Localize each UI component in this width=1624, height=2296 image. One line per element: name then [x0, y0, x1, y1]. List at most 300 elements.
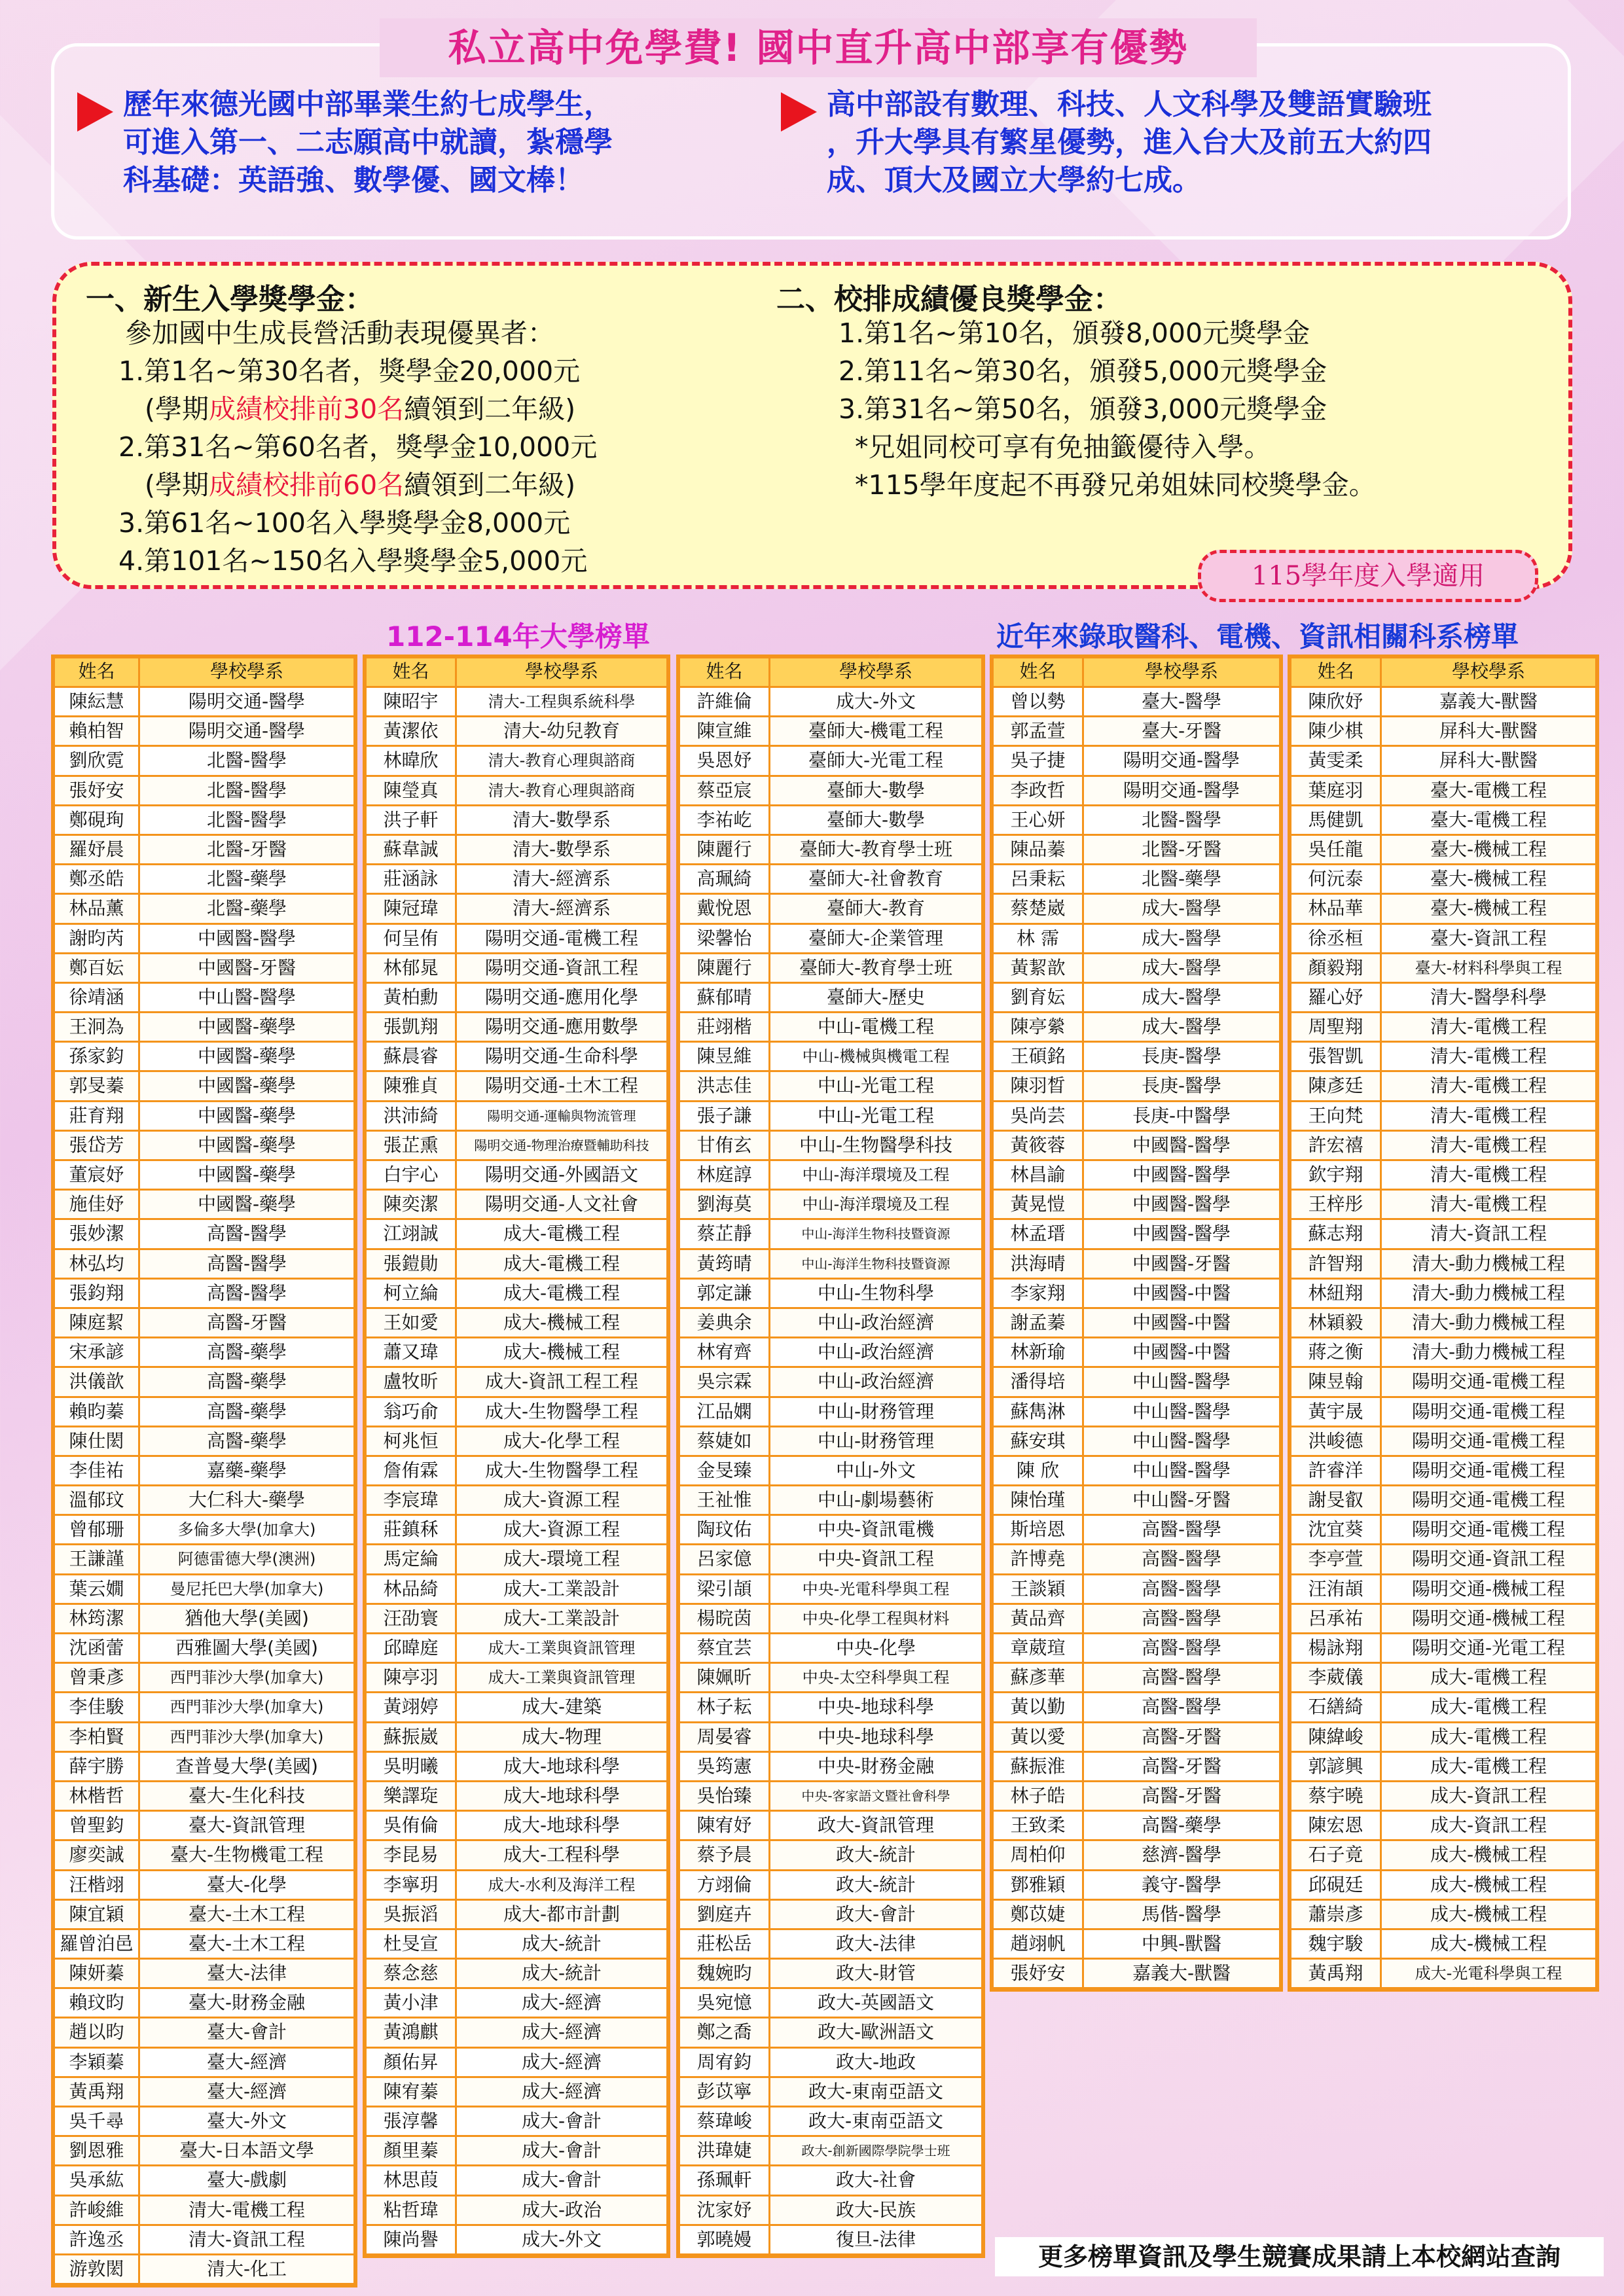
table-row	[1291, 925, 1595, 954]
student-name: 何沅泰	[1291, 865, 1382, 893]
table-row	[680, 2166, 981, 2196]
school-department: 高醫-牙醫	[1141, 1755, 1222, 1777]
table-row	[994, 865, 1279, 895]
school-department: 臺大-戲劇	[206, 2169, 287, 2191]
student-name: 陳昱翰	[1291, 1368, 1382, 1395]
school-column-header: 學校學系	[209, 660, 283, 682]
table-row	[994, 1575, 1279, 1605]
student-name: 吳侑倫	[367, 1812, 457, 1839]
student-name: 楊晥茵	[680, 1605, 770, 1632]
table-row	[367, 1753, 666, 1782]
table-row	[55, 777, 353, 806]
table-row	[1291, 747, 1595, 776]
line-text: 3.第61名~100名入學獎學金8,000元	[118, 507, 571, 539]
table-row	[994, 1901, 1279, 1930]
student-name: 梁引頡	[680, 1575, 770, 1603]
table-row	[994, 1782, 1279, 1812]
school-department: 臺大-生化科技	[188, 1784, 306, 1806]
school-department: 臺大-外文	[206, 2110, 287, 2132]
school-department: 成大-電機工程	[1430, 1725, 1547, 1748]
student-name: 蔡予晨	[680, 1841, 770, 1869]
school-department: 成大-政治	[521, 2198, 602, 2221]
school-department: 中國醫-牙醫	[1132, 1252, 1231, 1274]
table-row	[1291, 1782, 1595, 1812]
table-row	[994, 1427, 1279, 1457]
school-department: 中山-生物醫學科技	[799, 1134, 953, 1156]
school-department: 西門菲沙大學(加拿大)	[170, 1698, 324, 1717]
student-name: 莊翊楷	[680, 1013, 770, 1041]
table-row	[367, 1220, 666, 1249]
student-name: 王如愛	[367, 1309, 457, 1336]
student-name: 王梓彤	[1291, 1191, 1382, 1218]
student-name: 姜典余	[680, 1309, 770, 1336]
table-row	[367, 1161, 666, 1191]
school-department: 查普曼大學(美國)	[175, 1755, 318, 1777]
intro-right-text: 高中部設有數理、科技、人文科學及雙語實驗班 ，升大學具有繁星優勢，進入台大及前五大約四 成、頂大及國立大學約七成。	[827, 88, 1432, 197]
school-department: 政大-財管	[835, 1962, 916, 1984]
school-department: 陽明交通-電機工程	[1411, 1489, 1566, 1511]
student-name: 柯兆恒	[367, 1427, 457, 1455]
school-department: 高醫-牙醫	[1141, 1784, 1222, 1806]
table-row	[55, 2049, 353, 2078]
table-row	[55, 1486, 353, 1516]
table-row	[367, 1516, 666, 1545]
student-name: 鄭百妘	[55, 954, 140, 982]
student-name: 石子竟	[1291, 1841, 1382, 1869]
table-row	[55, 1161, 353, 1191]
table-row	[1291, 1753, 1595, 1782]
student-name: 李政哲	[994, 777, 1084, 804]
student-name: 鄭丞皓	[55, 865, 140, 893]
school-department: 中央-光電科學與工程	[802, 1579, 950, 1598]
student-name: 黃晃愷	[994, 1191, 1084, 1218]
name-column-header: 姓名	[367, 658, 457, 686]
table-row	[55, 1398, 353, 1427]
table-row	[680, 1516, 981, 1545]
table-row	[55, 954, 353, 984]
table-row	[55, 1338, 353, 1368]
student-name: 吳筠憲	[680, 1753, 770, 1780]
student-name: 盧牧昕	[367, 1368, 457, 1395]
student-name: 李葳儀	[1291, 1664, 1382, 1691]
highlight-text: 成績校排前60名	[209, 469, 405, 501]
school-department: 清大-教育心理與諮商	[488, 781, 636, 800]
student-name: 汪洧頡	[1291, 1575, 1382, 1603]
student-name: 張芷熏	[367, 1132, 457, 1159]
student-name: 李亭萱	[1291, 1545, 1382, 1573]
school-department: 臺師大-教育學士班	[799, 956, 953, 978]
table-row	[994, 1841, 1279, 1871]
student-name: 蕭崇彥	[1291, 1901, 1382, 1928]
student-name: 施佳妤	[55, 1191, 140, 1218]
student-name: 王謙謹	[55, 1545, 140, 1573]
student-name: 張妙潔	[55, 1220, 140, 1247]
table-header	[1291, 658, 1595, 688]
school-department: 中國醫-牙醫	[197, 956, 297, 978]
student-name: 江翊誠	[367, 1220, 457, 1247]
student-name: 蔡楚崴	[994, 895, 1084, 922]
table-row	[680, 1605, 981, 1634]
student-name: 周晏睿	[680, 1723, 770, 1751]
school-department: 中國醫-藥學	[197, 1164, 297, 1185]
table-row	[367, 1871, 666, 1901]
student-name: 溫郁玟	[55, 1486, 140, 1514]
school-department: 成大-醫學	[1141, 986, 1222, 1008]
student-name: 林子耘	[680, 1693, 770, 1721]
student-name: 顏毅翔	[1291, 954, 1382, 982]
table-row	[55, 1871, 353, 1901]
table-row	[367, 1901, 666, 1930]
school-department: 北醫-牙醫	[1141, 838, 1222, 860]
student-name: 張妤安	[994, 1960, 1084, 1987]
school-department: 政大-地政	[835, 2051, 916, 2073]
table-row	[55, 1812, 353, 1841]
table-row	[55, 1427, 353, 1457]
school-department: 成大-工業設計	[503, 1577, 621, 1600]
table-row	[994, 1280, 1279, 1309]
table-row	[994, 954, 1279, 984]
table-row	[680, 1486, 981, 1516]
table-row	[367, 1605, 666, 1634]
student-name: 陳少棋	[1291, 717, 1382, 745]
school-department: 高醫-藥學	[206, 1371, 287, 1393]
student-name: 陳宏恩	[1291, 1812, 1382, 1839]
table-row	[680, 865, 981, 895]
student-name: 宋承諺	[55, 1338, 140, 1366]
student-name: 黃鴻麒	[367, 2018, 457, 2046]
table-row	[55, 1191, 353, 1220]
table-row	[994, 1457, 1279, 1486]
table-row	[367, 1398, 666, 1427]
table-row	[994, 806, 1279, 836]
school-department: 成大-機械工程	[1430, 1844, 1547, 1866]
student-name: 黃雯柔	[1291, 747, 1382, 774]
table-row	[367, 806, 666, 836]
school-department: 政大-統計	[835, 1844, 916, 1866]
student-name: 林宥齊	[680, 1338, 770, 1366]
table-row	[1291, 1634, 1595, 1664]
school-department: 臺大-電機工程	[1430, 808, 1547, 831]
school-department: 成大-醫學	[1141, 956, 1222, 978]
student-name: 曾以勢	[994, 688, 1084, 715]
table-row	[680, 836, 981, 865]
student-name: 洪志佳	[680, 1072, 770, 1100]
student-name: 羅心妤	[1291, 984, 1382, 1011]
student-name: 李穎蓁	[55, 2049, 140, 2076]
school-department: 北醫-藥學	[206, 897, 287, 920]
student-name: 陳亭羽	[367, 1664, 457, 1691]
school-department: 北醫-牙醫	[206, 838, 287, 860]
table-row	[1291, 1309, 1595, 1338]
school-department: 中國醫-醫學	[1132, 1193, 1231, 1215]
school-department: 屏科大-獸醫	[1439, 720, 1538, 742]
table-row	[994, 1723, 1279, 1753]
student-name: 陳雅貞	[367, 1072, 457, 1100]
school-department: 成大-物理	[521, 1725, 602, 1748]
table-row	[680, 688, 981, 717]
school-department: 大仁科大-藥學	[188, 1489, 306, 1511]
table-row	[994, 1338, 1279, 1368]
school-department: 長庚-醫學	[1141, 1045, 1222, 1067]
school-department: 嘉義大-獸醫	[1439, 691, 1538, 712]
name-column-header: 姓名	[1291, 658, 1382, 686]
student-name: 郭旻蓁	[55, 1072, 140, 1100]
table-row	[1291, 777, 1595, 806]
table-header	[55, 658, 353, 688]
student-name: 陳昭宇	[367, 688, 457, 715]
student-name: 王泂為	[55, 1013, 140, 1041]
student-name: 粘哲瑋	[367, 2197, 457, 2224]
table-row	[55, 1250, 353, 1280]
school-department: 陽明交通-電機工程	[1411, 1429, 1566, 1452]
school-department: 高醫-醫學	[206, 1223, 287, 1245]
student-name: 蘇振崴	[367, 1723, 457, 1751]
student-name: 莊鎮秝	[367, 1516, 457, 1543]
student-name: 杜旻宣	[367, 1930, 457, 1958]
school-department: 政大-東南亞語文	[808, 2110, 944, 2132]
table-row	[55, 2226, 353, 2255]
student-name: 顏佑昇	[367, 2049, 457, 2076]
school-department: 中山醫-醫學	[197, 986, 297, 1008]
student-name: 郭曉嫚	[680, 2226, 770, 2253]
student-name: 謝孟蓁	[994, 1309, 1084, 1336]
table-row	[55, 1072, 353, 1102]
school-department: 成大-生物醫學工程	[484, 1459, 639, 1481]
table-row	[994, 1812, 1279, 1841]
student-name: 呂秉耘	[994, 865, 1084, 893]
table-row	[994, 1516, 1279, 1545]
school-department: 高醫-醫學	[1141, 1666, 1222, 1689]
table-row	[1291, 1575, 1595, 1605]
table-row	[994, 1693, 1279, 1723]
student-name: 翁巧俞	[367, 1398, 457, 1426]
table-row	[680, 2078, 981, 2108]
table-row	[1291, 1280, 1595, 1309]
school-department: 中山醫-醫學	[1132, 1371, 1231, 1393]
student-name: 蘇安琪	[994, 1427, 1084, 1455]
admission-table	[363, 655, 670, 2258]
table-row	[1291, 806, 1595, 836]
school-department: 清大-動力機械工程	[1411, 1311, 1566, 1333]
school-department: 政大-會計	[835, 1903, 916, 1925]
school-department: 臺師大-社會教育	[808, 868, 944, 890]
school-department: 清大-數學系	[512, 838, 611, 860]
student-name: 方翊倫	[680, 1871, 770, 1899]
table-row	[680, 1693, 981, 1723]
table-row	[680, 1545, 981, 1575]
school-department: 陽明交通-土木工程	[484, 1075, 639, 1097]
school-department: 高醫-醫學	[1141, 1548, 1222, 1570]
school-department: 陽明交通-應用化學	[484, 986, 639, 1008]
school-department: 成大-經濟	[521, 2051, 602, 2073]
student-name: 陳麗行	[680, 836, 770, 863]
school-department: 政大-社會	[835, 2169, 916, 2191]
school-department: 陽明交通-應用數學	[484, 1016, 639, 1038]
student-name: 黃宇晟	[1291, 1398, 1382, 1426]
admission-table	[990, 655, 1283, 1992]
table-row	[680, 1191, 981, 1220]
student-name: 蘇雋淋	[994, 1398, 1084, 1426]
school-department: 陽明交通-電機工程	[1411, 1518, 1566, 1541]
school-department: 西門菲沙大學(加拿大)	[170, 1668, 324, 1687]
school-department: 陽明交通-運輸與物流管理	[487, 1107, 636, 1124]
school-department: 成大-電機工程	[503, 1223, 621, 1245]
school-department: 成大-資源工程	[503, 1489, 621, 1511]
student-name: 薛宇勝	[55, 1753, 140, 1780]
school-department: 清大-電機工程	[1430, 1164, 1547, 1185]
student-name: 孫珮軒	[680, 2166, 770, 2194]
arrow-icon	[781, 92, 817, 132]
school-department: 成大-機械工程	[1430, 1932, 1547, 1954]
table-row	[680, 1220, 981, 1249]
school-department: 成大-生物醫學工程	[484, 1400, 639, 1422]
school-department: 成大-機械工程	[503, 1341, 621, 1363]
school-department: 中央-資訊電機	[817, 1518, 935, 1541]
school-department: 嘉義大-獸醫	[1132, 1962, 1231, 1984]
student-name: 蘇韋誠	[367, 836, 457, 863]
student-name: 郭孟萱	[994, 717, 1084, 745]
student-name: 吳任龍	[1291, 836, 1382, 863]
table-row	[55, 1693, 353, 1723]
school-department: 成大-工程科學	[503, 1844, 621, 1866]
school-department: 中山-海洋環境及工程	[802, 1166, 950, 1184]
school-department: 西門菲沙大學(加拿大)	[170, 1727, 324, 1746]
student-name: 趙翊帆	[994, 1930, 1084, 1958]
table-row	[367, 1989, 666, 2018]
table-row	[55, 1368, 353, 1397]
table-row	[55, 1102, 353, 1132]
school-department: 清大-電機工程	[1430, 1045, 1547, 1067]
student-name: 徐丞桓	[1291, 925, 1382, 952]
school-department: 臺大-化學	[206, 1873, 287, 1895]
school-department: 陽明交通-電機工程	[1411, 1371, 1566, 1393]
student-name: 黃絜歆	[994, 954, 1084, 982]
student-name: 洪峻德	[1291, 1427, 1382, 1455]
table-row	[367, 1250, 666, 1280]
scholarship-line	[118, 350, 580, 388]
scholarship-line	[125, 312, 554, 350]
school-department: 成大-機械工程	[1430, 1873, 1547, 1895]
student-name: 劉欣霓	[55, 747, 140, 774]
table-row	[680, 717, 981, 747]
school-department: 北醫-藥學	[1141, 868, 1222, 890]
student-name: 楊詠翔	[1291, 1634, 1382, 1662]
student-name: 洪海晴	[994, 1250, 1084, 1278]
student-name: 林楷哲	[55, 1782, 140, 1810]
table-row	[367, 1102, 666, 1132]
school-department: 臺大-電機工程	[1430, 779, 1547, 801]
student-name: 李佳祐	[55, 1457, 140, 1484]
school-department: 阿德雷德大學(澳洲)	[177, 1550, 316, 1569]
student-name: 林孟瑨	[994, 1220, 1084, 1247]
student-name: 蔡婕如	[680, 1427, 770, 1455]
school-column-header: 學校學系	[1451, 660, 1525, 682]
table-row	[55, 1220, 353, 1249]
scholarship-line	[118, 425, 597, 464]
table-row	[367, 1693, 666, 1723]
student-name: 張淳馨	[367, 2108, 457, 2135]
school-department: 陽明交通-電機工程	[1411, 1400, 1566, 1422]
student-name: 許宏禧	[1291, 1132, 1382, 1159]
table-row	[367, 2226, 666, 2255]
school-department: 長庚-中醫學	[1132, 1104, 1231, 1126]
table-row	[994, 1191, 1279, 1220]
school-department: 政大-法律	[835, 1932, 916, 1954]
student-name: 欽宇翔	[1291, 1161, 1382, 1189]
school-department: 成大-外文	[521, 2228, 602, 2250]
arrow-icon	[77, 92, 113, 132]
table-row	[55, 2108, 353, 2137]
student-name: 鄭硯珣	[55, 806, 140, 834]
student-name: 羅曾泊邑	[55, 1930, 140, 1958]
student-name: 許智翔	[1291, 1250, 1382, 1278]
student-name: 陳宣維	[680, 717, 770, 745]
student-name: 鄧雅穎	[994, 1871, 1084, 1899]
student-name: 李寧玥	[367, 1871, 457, 1899]
table-row	[55, 1930, 353, 1960]
table-row	[1291, 1516, 1595, 1545]
table-row	[55, 1309, 353, 1338]
student-name: 陳姵昕	[680, 1664, 770, 1691]
student-name: 張鎧勛	[367, 1250, 457, 1278]
school-department: 臺大-生物機電工程	[170, 1844, 324, 1866]
table-row	[680, 2108, 981, 2137]
student-name: 黃品齊	[994, 1605, 1084, 1632]
table-row	[55, 1516, 353, 1545]
school-department: 成大-建築	[521, 1696, 602, 1718]
student-name: 陳昱維	[680, 1043, 770, 1070]
table-row	[680, 1457, 981, 1486]
school-department: 中山-外文	[835, 1459, 916, 1481]
table-row	[55, 1013, 353, 1043]
student-name: 吳承紘	[55, 2166, 140, 2194]
student-name: 李昆易	[367, 1841, 457, 1869]
student-name: 張岱芳	[55, 1132, 140, 1159]
student-name: 張智凱	[1291, 1043, 1382, 1070]
table-row	[367, 717, 666, 747]
school-department: 中山-生物科學	[817, 1282, 935, 1304]
table-row	[367, 1309, 666, 1338]
student-name: 游敦閎	[55, 2255, 140, 2283]
table-row	[1291, 1693, 1595, 1723]
highlight-text: 成績校排前30名	[209, 393, 405, 425]
table-row	[367, 836, 666, 865]
student-name: 呂家億	[680, 1545, 770, 1573]
scholarship-line: 3.第31名~第50名，頒發3,000元獎學金	[839, 393, 1327, 425]
school-department: 臺大-經濟	[206, 2051, 287, 2073]
table-row	[367, 2197, 666, 2226]
school-department: 北醫-醫學	[206, 749, 287, 772]
school-department: 長庚-醫學	[1141, 1075, 1222, 1097]
school-department: 成大-機械工程	[1430, 1903, 1547, 1925]
school-department: 臺大-牙醫	[1141, 720, 1222, 742]
school-department: 高醫-藥學	[206, 1400, 287, 1422]
school-department: 中山-政治經濟	[817, 1341, 935, 1363]
school-department: 中國醫-醫學	[1132, 1134, 1231, 1156]
table-row	[55, 1605, 353, 1634]
table-row	[680, 1634, 981, 1664]
table-row	[680, 1871, 981, 1901]
table-row	[680, 1013, 981, 1043]
table-row	[680, 954, 981, 984]
scholarship-line	[118, 539, 587, 578]
school-department: 中央-資訊工程	[817, 1548, 935, 1570]
scholarship-line: *115學年度起不再發兄弟姐妹同校獎學金。	[855, 469, 1376, 501]
school-department: 高醫-醫學	[1141, 1518, 1222, 1541]
student-name: 陳羽晳	[994, 1072, 1084, 1100]
school-department: 臺大-醫學	[1141, 691, 1222, 712]
line-text: (學期	[145, 469, 209, 501]
